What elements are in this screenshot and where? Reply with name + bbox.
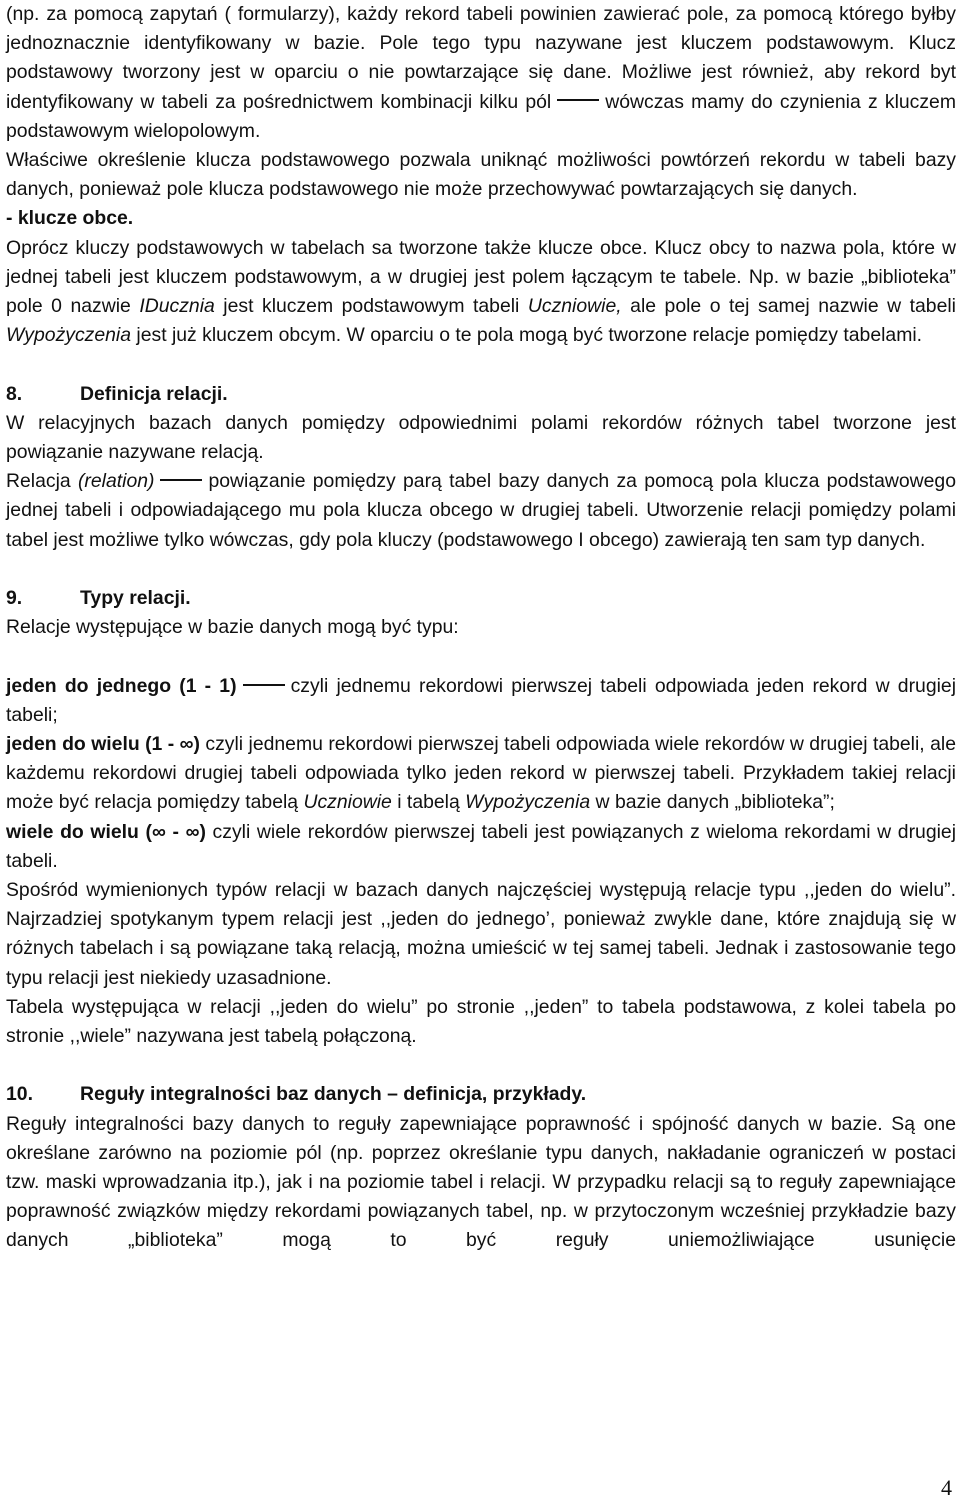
paragraph-text: (np. za pomocą zapytań ( formularzy), każdy rekord tabeli powinien zawierać pole, za pomocą którego byłby jednoznacznie identyfikowany w bazie. Pole tego typu nazywane jest kluczem podstawowym. Klucz podstawowy tworzony jest w oparciu o nie powtarzające się dane. Możliwe jest również, aby rekord byt identyfikowany w tabeli za pośrednictwem kombinacji kilku pól [6,3,956,113]
paragraph-text: ale pole o tej samej nazwie w tabeli [621,295,956,318]
paragraph-text: w bazie danych „biblioteka”; [590,791,835,814]
spacer [6,1051,956,1080]
italic-term: Wypożyczenia [465,791,591,814]
relation-type-many-to-many [6,818,956,876]
label-text: ) [193,733,200,756]
section-number: 9. [6,587,23,610]
paragraph-text: i tabelą [391,791,466,814]
paragraph-most-common-relations: Spośród wymienionych typów relacji w bazach danych najczęściej występują relacje typu ,,jeden do wielu”. Najrzadziej spotykanym typem relacji jest ,,jeden do jednego’, ponieważ zwykle dane, które znajdują się w różnych tabelach i są powiązane taką relacją, można umieścić w tej samej tabeli. Jednak i zastosowanie tego typu relacji jest niekiedy uzasadnione. [6,879,956,989]
subheading-foreign-keys: - klucze obce. [6,207,134,230]
section-title: Typy relacji. [80,587,191,610]
italic-term: (relation) [77,470,155,493]
infinity-symbol: ∞ [185,820,200,843]
section-heading-9 [6,584,956,613]
relation-type-label: jeden do jednego (1 - 1) [6,674,237,697]
section-heading-10 [6,1080,956,1109]
paragraph-text: wówczas mamy do czynienia z kluczem podstawowym wielopolowym. [6,90,956,142]
infinity-symbol: ∞ [152,820,166,843]
paragraph-text: jest kluczem podstawowym tabeli [214,295,528,318]
section-number: 8. [6,382,23,405]
relation-type-label [6,733,200,755]
paragraph-relation-definition [6,467,956,555]
relation-type-one-to-many [6,730,956,818]
section-heading-8 [6,380,956,409]
section-number: 10. [6,1083,33,1106]
label-text: jeden do wielu (1 - [6,733,175,756]
italic-term: IDucznia [139,295,215,318]
paragraph-text: Relacja [6,470,78,493]
paragraph-relation-types-intro: Relacje występujące w bazie danych mogą być typu: [6,616,459,639]
page-number: 4 [941,1475,952,1500]
infinity-symbol: ∞ [179,733,194,756]
label-text: wiele do wielu ( [6,820,153,843]
section-title: Reguły integralności baz danych – definicja, przykłady. [80,1083,587,1106]
paragraph-text: czyli wiele rekordów pierwszej tabeli jest powiązanych z wieloma rekordami w drugiej tabeli. [6,820,957,872]
paragraph-primary-and-related-tables: Tabela występująca w relacji ,,jeden do wielu” po stronie ,,jeden” to tabela podstawowa, z kolei tabela po stronie ,,wiele” nazywana jest tabelą połączoną. [6,995,956,1048]
label-text: ) [199,820,206,843]
italic-term: Wypożyczenia [6,324,132,347]
paragraph-primary-key-purpose: Właściwe określenie klucza podstawowego pozwala uniknąć możliwości powtórzeń rekordu w tabeli bazy danych, ponieważ pole klucza podstawowego nie może przechowywać powtarzających się danych. [6,149,956,201]
spacer [6,642,956,671]
paragraph-text: Oprócz kluczy podstawowych w tabelach sa tworzone także klucze obce. Klucz obcy to nazwa pola, które w jednej tabeli jest kluczem podstawowym, a w drugiej jest polem łączącym te tabele. Np. w bazie „biblioteka” pole 0 nazwie [6,236,956,318]
em-dash-line [243,684,285,686]
document-page [6,0,956,1256]
spacer [6,350,956,379]
paragraph-foreign-keys [6,234,956,351]
relation-type-label [6,821,206,843]
em-dash-line [160,479,202,481]
spacer [6,555,956,584]
paragraph-relation-intro: W relacyjnych bazach danych pomiędzy odpowiednimi polami rekordów różnych tabel tworzone jest powiązanie nazywane relacją. [6,411,956,464]
paragraph-text: czyli jednemu rekordowi pierwszej tabeli odpowiada jeden rekord w drugiej tabeli; [6,674,956,726]
section-title: Definicja relacji. [80,382,228,405]
paragraph-text: powiązanie pomiędzy parą tabel bazy danych za pomocą pola klucza podstawowego jednej tabeli i odpowiadającego mu pola klucza obcego w drugiej tabeli. Utworzenie relacji pomiędzy polami tabel jest możliwe tylko wówczas, gdy pola kluczy (podstawowego I obcego) zawierają ten sam typ danych. [6,470,956,551]
paragraph-text: jest już kluczem obcym. W oparciu o te pola mogą być tworzone relacje pomiędzy tabelami. [131,324,923,347]
label-text: - [165,820,186,843]
paragraph-text: czyli jednemu rekordowi pierwszej tabeli odpowiada wiele rekordów w drugiej tabeli, ale każdemu rekordowi drugiej tabeli odpowiada tylko jeden rekord w pierwszej tabeli. Przykładem takiej relacji może być relacja pomiędzy tabelą [6,733,956,814]
italic-term: Uczniowie, [527,295,622,318]
paragraph-primary-key [6,0,956,146]
relation-type-one-to-one [6,672,956,730]
paragraph-integrity-rules: Reguły integralności bazy danych to reguły zapewniające poprawność i spójność danych w bazie. Są one określane zarówno na poziomie pól (np. poprzez określanie typu danych, nakładanie ograniczeń w postaci tzw. maski wprowadzania itp.), jak i na poziomie tabel i relacji. W przypadku relacji są to reguły zapewniające poprawność związków między rekordami powiązanych tabel, np. w przytoczonym wcześniej przykładzie bazy danych „biblioteka” mogą to być reguły uniemożliwiające usunięcie [6,1112,956,1252]
italic-term: Uczniowie [303,791,392,814]
em-dash-line [557,99,599,101]
